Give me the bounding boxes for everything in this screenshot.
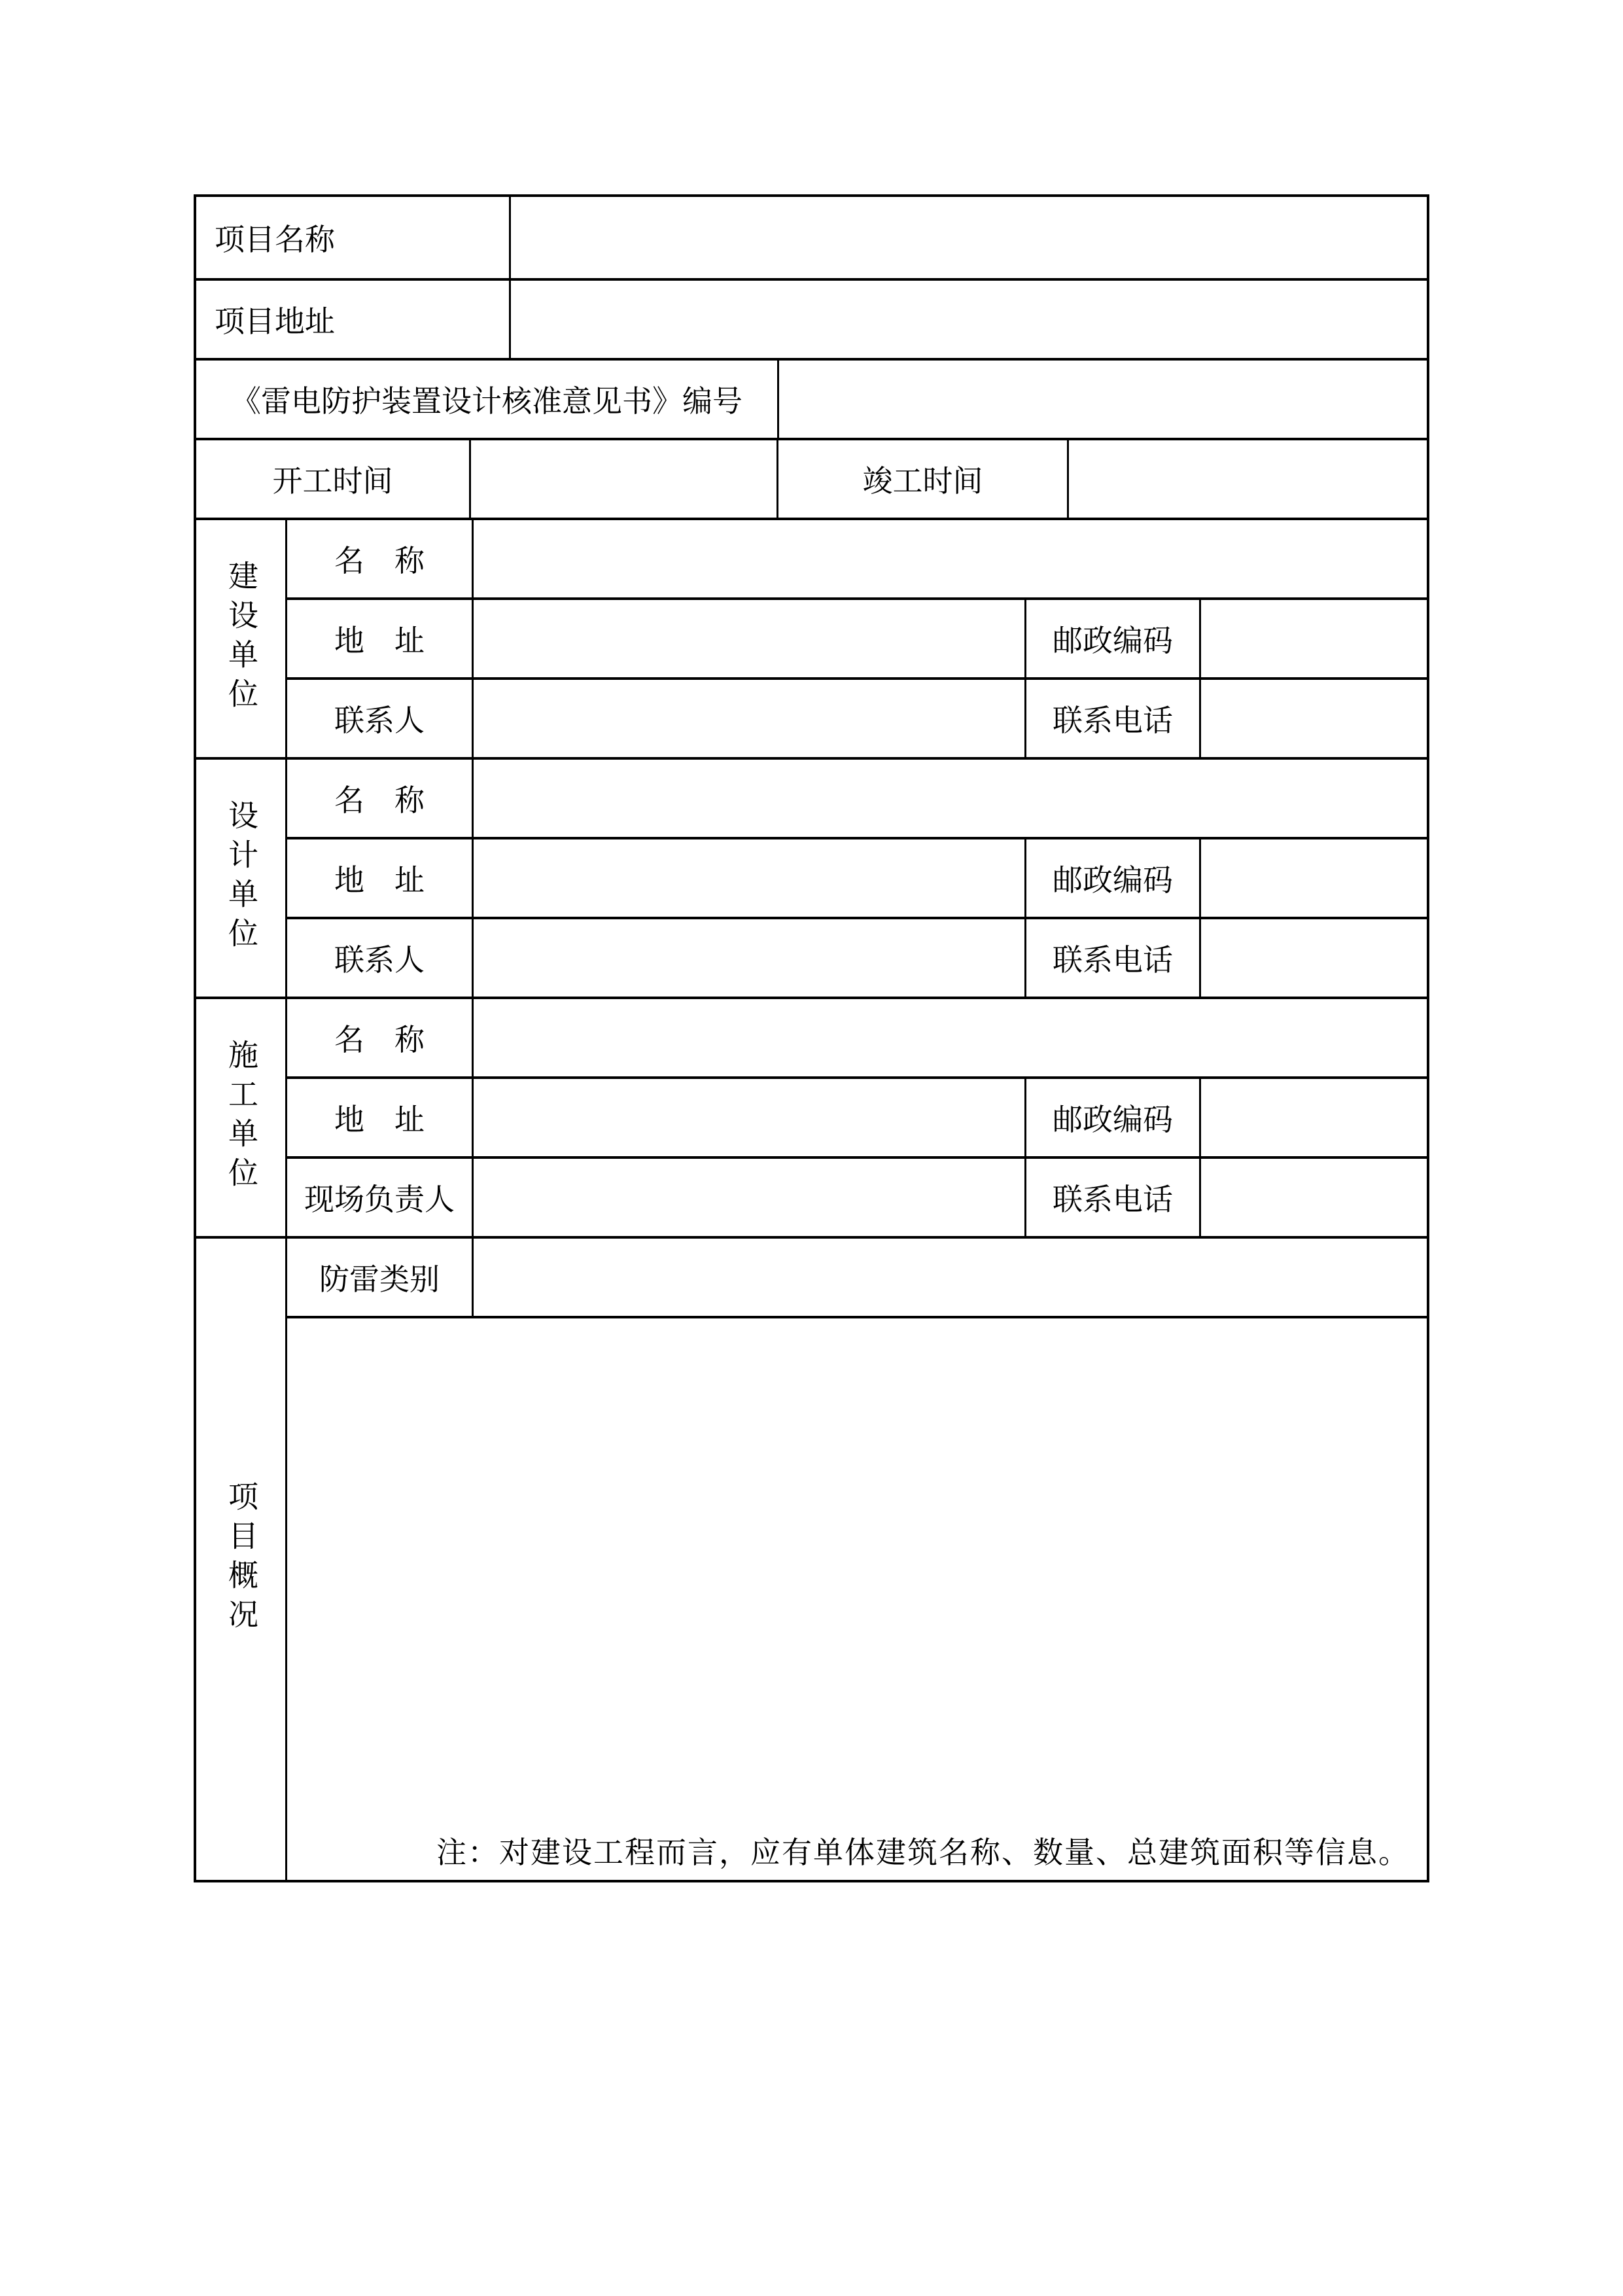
- installation-site-manager-label: 现场负责人: [287, 1159, 474, 1236]
- approval-number-value[interactable]: [779, 361, 1427, 438]
- construction-unit-title-cell: [196, 520, 287, 757]
- installation-unit-section: [196, 999, 1427, 1239]
- design-postal-label: 邮政编码: [1026, 839, 1201, 917]
- project-name-value[interactable]: [511, 197, 1427, 278]
- installation-unit-title: 施工单位: [224, 1039, 258, 1196]
- construction-unit-section: [196, 520, 1427, 760]
- installation-name-value[interactable]: [474, 999, 1427, 1076]
- start-time-label: 开工时间: [196, 440, 471, 518]
- installation-unit-body: [287, 999, 1427, 1236]
- lightning-category-value[interactable]: [474, 1239, 1427, 1316]
- installation-name-label: 名 称: [287, 999, 474, 1076]
- design-address-label: 地 址: [287, 839, 474, 917]
- design-unit-section: [196, 760, 1427, 999]
- project-name-label: 项目名称: [196, 197, 511, 278]
- installation-unit-title-cell: [196, 999, 287, 1236]
- design-phone-value[interactable]: [1201, 919, 1427, 997]
- project-overview-content[interactable]: [287, 1318, 1427, 1880]
- construction-name-label: 名 称: [287, 520, 474, 597]
- project-overview-note: 注：对建设工程而言，应有单体建筑名称、数量、总建筑面积等信息。: [436, 1836, 1410, 1869]
- design-phone-label: 联系电话: [1026, 919, 1201, 997]
- construction-name-row: [287, 520, 1427, 600]
- construction-address-value[interactable]: [474, 600, 1026, 677]
- project-address-label: 项目地址: [196, 281, 511, 358]
- construction-name-value[interactable]: [474, 520, 1427, 597]
- project-overview-title: 项目概况: [224, 1481, 258, 1638]
- installation-postal-value[interactable]: [1201, 1079, 1427, 1156]
- completion-time-label: 竣工时间: [778, 440, 1069, 518]
- construction-unit-body: [287, 520, 1427, 757]
- installation-address-label: 地 址: [287, 1079, 474, 1156]
- approval-number-label: 《雷电防护装置设计核准意见书》编号: [196, 361, 779, 438]
- design-unit-title-cell: [196, 760, 287, 997]
- project-address-value[interactable]: [511, 281, 1427, 358]
- installation-name-row: [287, 999, 1427, 1079]
- design-contact-row: [287, 919, 1427, 997]
- project-overview-body: [287, 1239, 1427, 1880]
- project-info-table: [194, 194, 1429, 1882]
- construction-contact-label: 联系人: [287, 680, 474, 757]
- design-name-label: 名 称: [287, 760, 474, 837]
- time-row: [196, 440, 1427, 520]
- construction-address-label: 地 址: [287, 600, 474, 677]
- design-name-value[interactable]: [474, 760, 1427, 837]
- project-name-row: [196, 197, 1427, 281]
- project-address-row: [196, 281, 1427, 361]
- construction-unit-title: 建设单位: [224, 560, 258, 717]
- construction-phone-label: 联系电话: [1026, 680, 1201, 757]
- design-address-value[interactable]: [474, 839, 1026, 917]
- design-unit-title: 设计单位: [224, 800, 258, 957]
- installation-site-manager-row: [287, 1159, 1427, 1236]
- start-time-value[interactable]: [471, 440, 778, 518]
- design-address-row: [287, 839, 1427, 919]
- completion-time-value[interactable]: [1069, 440, 1427, 518]
- project-overview-section: [196, 1239, 1427, 1880]
- construction-postal-label: 邮政编码: [1026, 600, 1201, 677]
- design-name-row: [287, 760, 1427, 839]
- installation-postal-label: 邮政编码: [1026, 1079, 1201, 1156]
- construction-postal-value[interactable]: [1201, 600, 1427, 677]
- design-unit-body: [287, 760, 1427, 997]
- construction-contact-row: [287, 680, 1427, 757]
- design-contact-value[interactable]: [474, 919, 1026, 997]
- installation-phone-label: 联系电话: [1026, 1159, 1201, 1236]
- construction-address-row: [287, 600, 1427, 680]
- project-overview-title-cell: [196, 1239, 287, 1880]
- installation-address-row: [287, 1079, 1427, 1159]
- lightning-category-row: [287, 1239, 1427, 1318]
- installation-address-value[interactable]: [474, 1079, 1026, 1156]
- construction-phone-value[interactable]: [1201, 680, 1427, 757]
- design-postal-value[interactable]: [1201, 839, 1427, 917]
- construction-contact-value[interactable]: [474, 680, 1026, 757]
- design-contact-label: 联系人: [287, 919, 474, 997]
- lightning-category-label: 防雷类别: [287, 1239, 474, 1316]
- approval-number-row: [196, 361, 1427, 440]
- installation-phone-value[interactable]: [1201, 1159, 1427, 1236]
- installation-site-manager-value[interactable]: [474, 1159, 1026, 1236]
